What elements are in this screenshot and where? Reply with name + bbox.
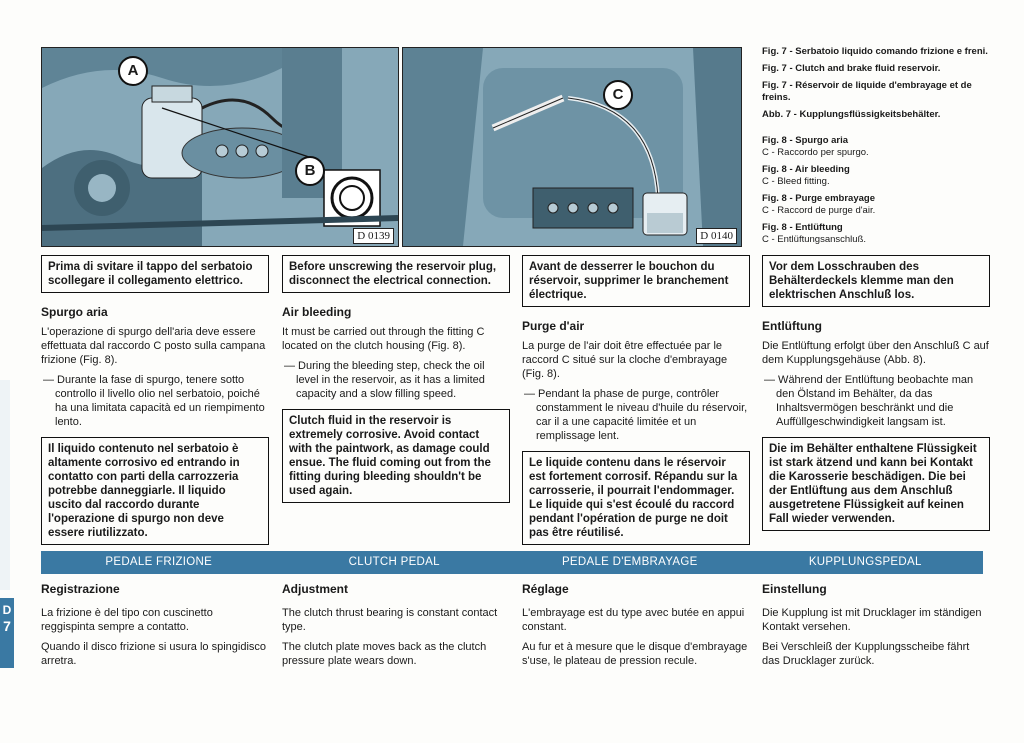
caption-fig7-it: Fig. 7 - Serbatoio liquido comando frizione e freni. bbox=[762, 46, 988, 57]
warning-box: Die im Behälter enthaltene Flüssigkeit ist stark ätzend und kann bei Kontakt die Karosserie beschädigen. Die bei der Entlüftung aus dem Anschluß ausgetretene Flüssigkeit auf keinen Fall wieder verwenden. bbox=[762, 437, 990, 531]
caption-fig8-de bbox=[762, 222, 992, 246]
figure-code: D 0139 bbox=[353, 228, 394, 244]
section-heading: Réglage bbox=[522, 582, 569, 596]
warning-box: Avant de desserrer le bouchon du réservoir, supprimer le branchement électrique. bbox=[522, 255, 750, 307]
figure-air-bleeding bbox=[402, 47, 742, 247]
paragraph: L'embrayage est du type avec butée en appui constant. bbox=[522, 607, 745, 633]
dash-item: — Während der Entlüftung beobachte man den Ölstand im Behälter, da das Inhaltsvermögen beschränkt und die Auffüllgeschwindigkeit langsam ist. bbox=[764, 374, 974, 428]
column-german bbox=[762, 255, 990, 531]
engine-illustration-c bbox=[403, 48, 741, 246]
caption-line: C - Entlüftungsanschluß. bbox=[762, 234, 867, 245]
caption-line: C - Raccord de purge d'air. bbox=[762, 205, 876, 216]
caption-title: Fig. 8 - Spurgo aria bbox=[762, 135, 849, 146]
warning-box: Vor dem Losschrauben des Behälterdeckels klemme man den elektrischen Anschluß los. bbox=[762, 255, 990, 307]
warning-box: Le liquide contenu dans le réservoir est fortement corrosif. Répandu sur la carrosserie, il pourrait l'endommager. Le liquide qui s'est écoulé du raccord pendant l'opération de purge ne doit pas être réutilisé. bbox=[522, 451, 750, 545]
paragraph: The clutch plate moves back as the clutch pressure plate wears down. bbox=[282, 641, 487, 667]
page-number: 7 bbox=[3, 618, 11, 634]
callout-a: A bbox=[118, 56, 148, 86]
paragraph: Quando il disco frizione si usura lo spingidisco arretra. bbox=[41, 641, 267, 667]
section-title-de: KUPPLUNGSPEDAL bbox=[808, 556, 922, 568]
section-heading: Einstellung bbox=[762, 582, 827, 596]
section-heading: Air bleeding bbox=[282, 305, 352, 319]
caption-fig7-fr: Fig. 7 - Réservoir de liquide d'embrayage et de freins. bbox=[762, 80, 972, 103]
section-title-fr: PEDALE D'EMBRAYAGE bbox=[561, 556, 698, 568]
paragraph: La purge de l'air doit être effectuée par le raccord C situé sur la cloche d'embrayage (Fig. 8). bbox=[522, 340, 728, 380]
paragraph: Die Kupplung ist mit Drucklager im ständigen Kontakt versehen. bbox=[762, 607, 982, 633]
dash-item: — Pendant la phase de purge, contrôler constamment le niveau d'huile du réservoir, car il a une capacité limitée et un remplissage lent. bbox=[524, 388, 748, 442]
paragraph: Die Entlüftung erfolgt über den Anschluß C auf dem Kupplungsgehäuse (Abb. 8). bbox=[762, 340, 989, 366]
caption-title: Fig. 8 - Air bleeding bbox=[762, 164, 850, 175]
caption-fig7-de: Abb. 7 - Kupplungsflüssigkeitsbehälter. bbox=[762, 109, 941, 120]
paragraph: La frizione è del tipo con cuscinetto reggispinta sempre a contatto. bbox=[41, 607, 213, 633]
paragraph: It must be carried out through the fitting C located on the clutch housing (Fig. 8). bbox=[282, 326, 485, 352]
section-title-bar bbox=[41, 551, 983, 574]
section-heading: Adjustment bbox=[282, 582, 348, 596]
section-title-it: PEDALE FRIZIONE bbox=[105, 556, 213, 568]
section-heading: Registrazione bbox=[41, 582, 120, 596]
figure-code: D 0140 bbox=[696, 228, 737, 244]
column-italian bbox=[41, 255, 269, 545]
page-side-tab bbox=[0, 598, 14, 668]
adjust-italian bbox=[41, 582, 269, 674]
callout-c: C bbox=[603, 80, 633, 110]
caption-line: C - Raccordo per spurgo. bbox=[762, 147, 869, 158]
figure-clutch-reservoir bbox=[41, 47, 399, 247]
warning-box: Prima di svitare il tappo del serbatoio scollegare il collegamento elettrico. bbox=[41, 255, 269, 293]
adjust-french bbox=[522, 582, 750, 674]
caption-fig7-en: Fig. 7 - Clutch and brake fluid reservoir. bbox=[762, 63, 941, 74]
warning-box: Before unscrewing the reservoir plug, disconnect the electrical connection. bbox=[282, 255, 510, 293]
warning-box: Clutch fluid in the reservoir is extremely corrosive. Avoid contact with the paintwork, as damage could ensue. The fluid coming out from the fitting during bleeding shouldn't be used again. bbox=[282, 409, 510, 503]
callout-b: B bbox=[295, 156, 325, 186]
caption-fig8-it bbox=[762, 135, 992, 159]
warning-box: Il liquido contenuto nel serbatoio è altamente corrosivo ed entrando in contatto con parti della carrozzeria potrebbe danneggiarle. Il liquido uscito dal raccordo durante l'operazione di spurgo non deve essere riutilizzato. bbox=[41, 437, 269, 545]
caption-title: Fig. 8 - Purge embrayage bbox=[762, 193, 875, 204]
caption-line: C - Bleed fitting. bbox=[762, 176, 830, 187]
column-english bbox=[282, 255, 510, 503]
caption-fig8-en bbox=[762, 164, 992, 188]
section-heading: Purge d'air bbox=[522, 319, 585, 333]
caption-title: Fig. 8 - Entlüftung bbox=[762, 222, 843, 233]
paragraph: Au fur et à mesure que le disque d'embrayage s'use, le plateau de pression recule. bbox=[522, 641, 748, 667]
adjust-english bbox=[282, 582, 510, 674]
section-title-en: CLUTCH PEDAL bbox=[348, 556, 440, 568]
caption-fig8-fr bbox=[762, 193, 992, 217]
dash-item: — Durante la fase di spurgo, tenere sotto controllo il livello olio nel serbatoio, poiché ha una limitata capacità ed un riempimento lento. bbox=[43, 374, 265, 428]
figure-captions bbox=[762, 46, 992, 251]
paragraph: The clutch thrust bearing is constant contact type. bbox=[282, 607, 498, 633]
column-french bbox=[522, 255, 750, 545]
dash-item: — During the bleeding step, check the oil level in the reservoir, as it has a limited capacity and a slow filling speed. bbox=[284, 360, 485, 400]
section-heading: Entlüftung bbox=[762, 319, 822, 333]
section-letter: D bbox=[2, 603, 12, 617]
engine-illustration-a bbox=[42, 48, 398, 246]
paragraph: Bei Verschleiß der Kupplungsscheibe fährt das Drucklager zurück. bbox=[762, 641, 970, 667]
adjust-german bbox=[762, 582, 990, 674]
paragraph: L'operazione di spurgo dell'aria deve essere effettuata dal raccordo C posto sulla campana frizione (Fig. 8). bbox=[41, 326, 266, 366]
margin-band bbox=[0, 380, 10, 590]
section-heading: Spurgo aria bbox=[41, 305, 108, 319]
